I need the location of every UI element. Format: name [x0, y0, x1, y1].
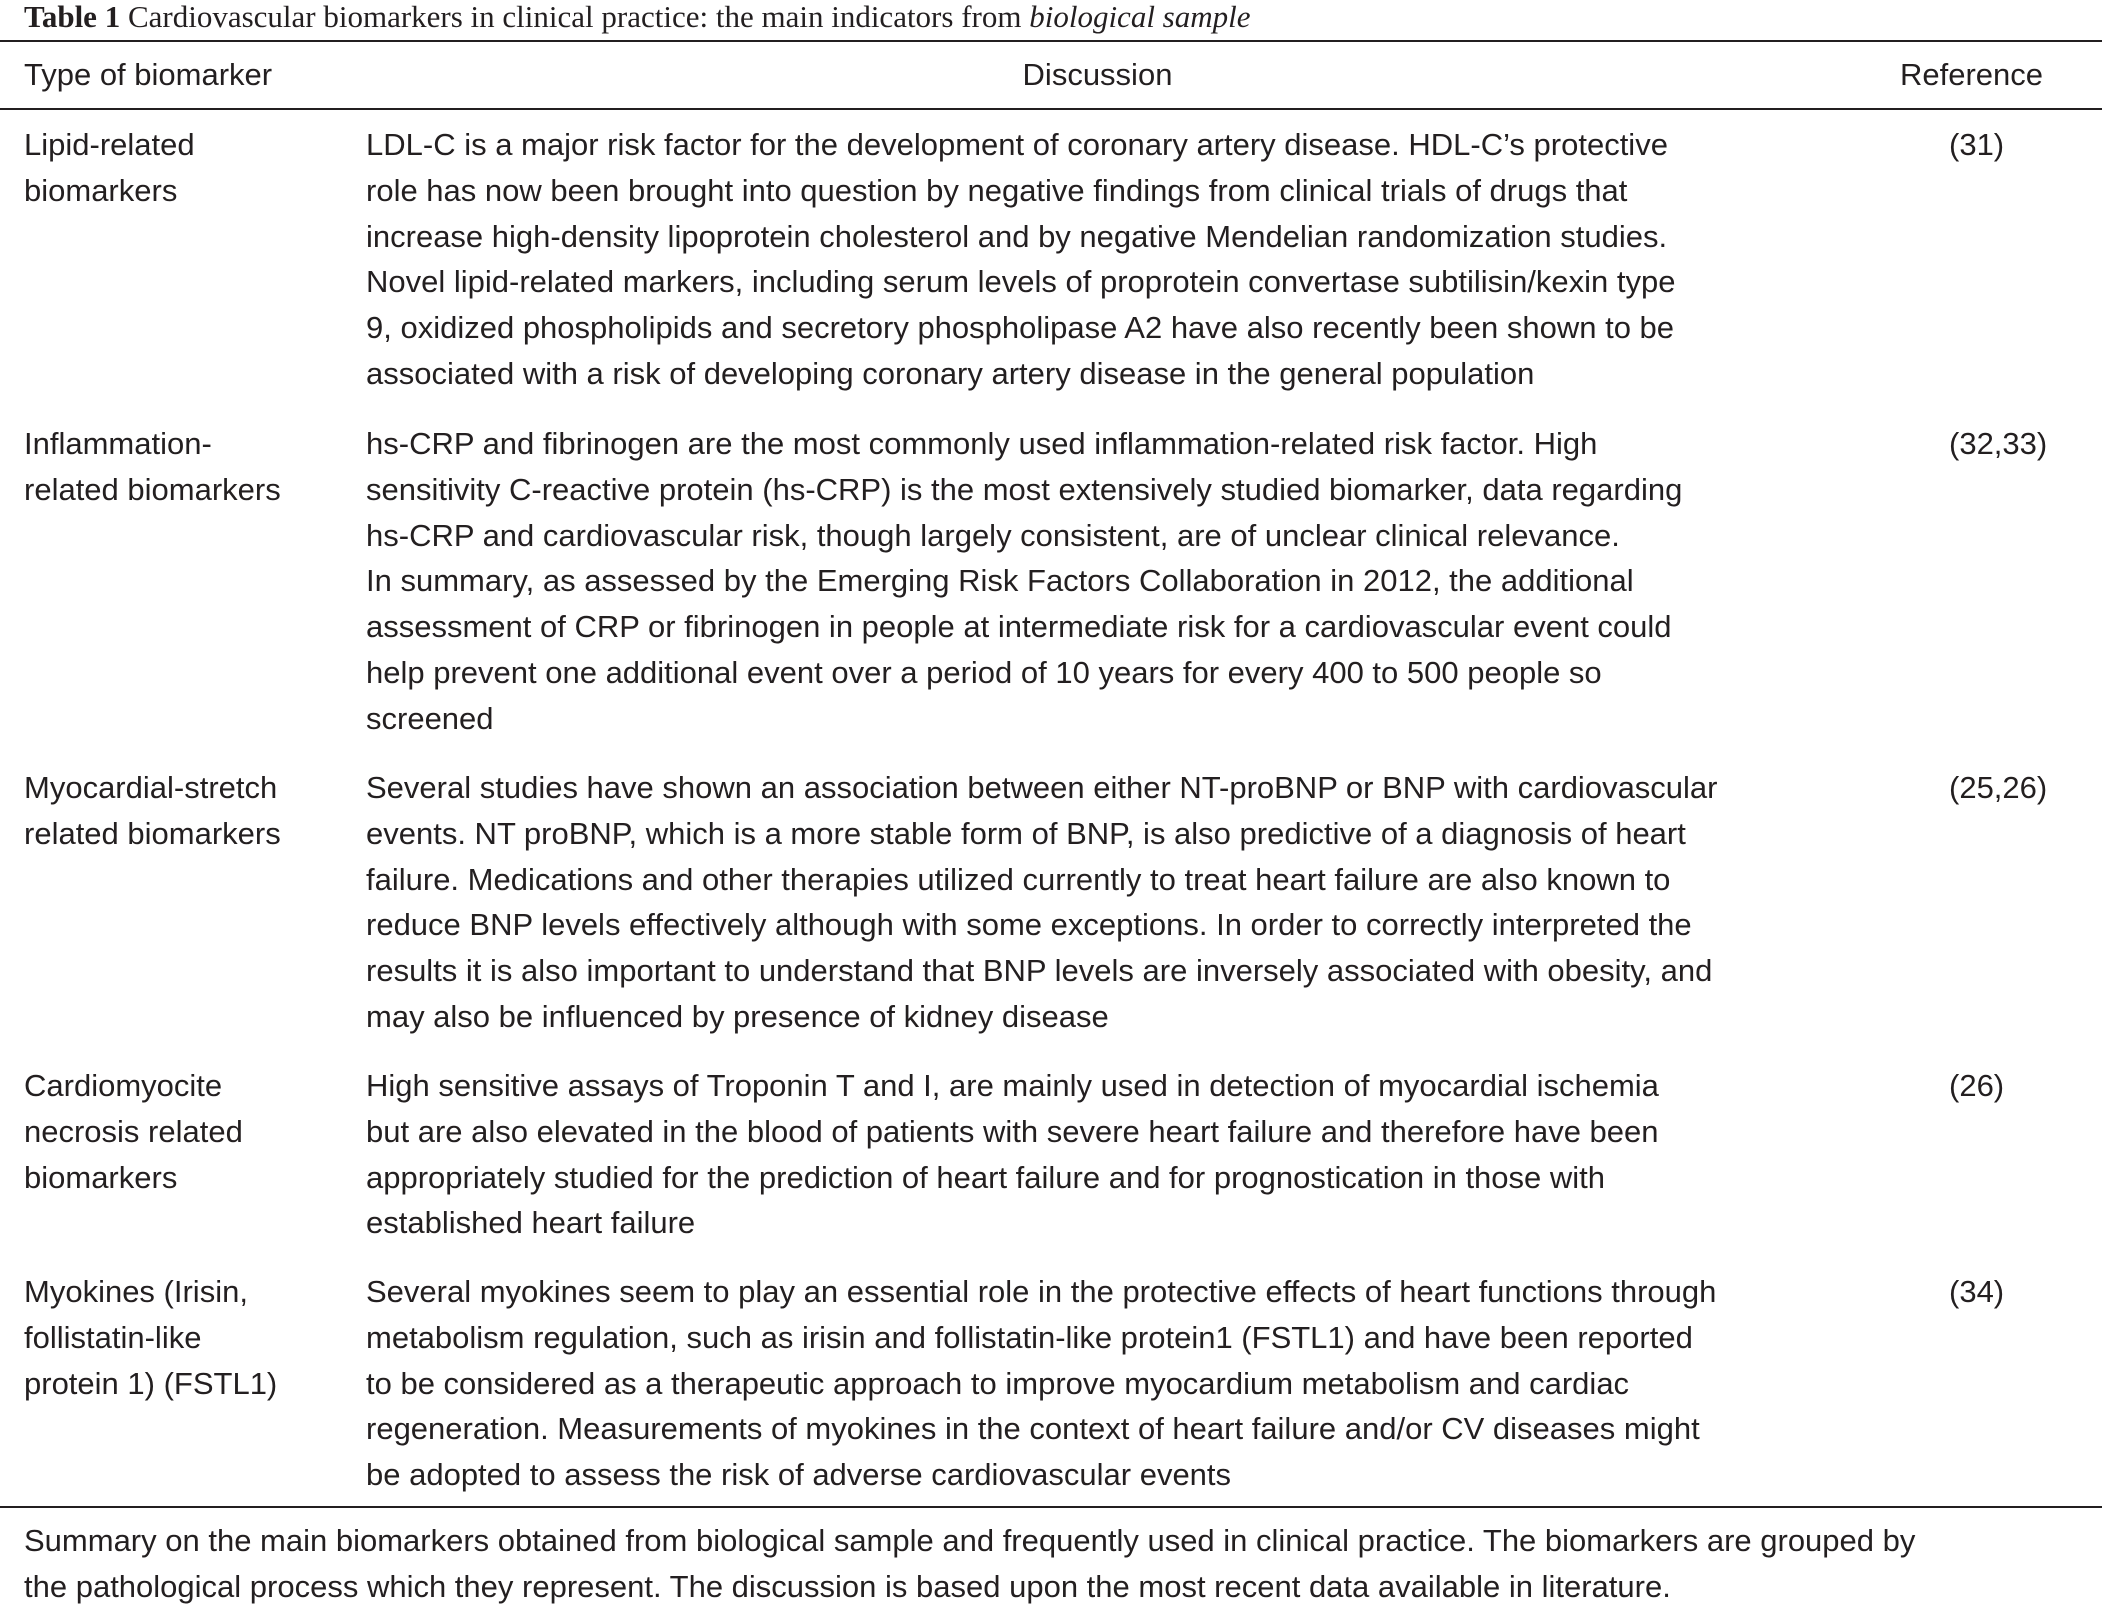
table-caption-label: Table 1: [24, 0, 121, 34]
row-inflammation-discussion: hs-CRP and fibrinogen are the most commonly used inflammation-related risk factor. High sensitivity C-reactive protein (hs-CRP) is the most extensively studied biomarker, data regarding hs-CRP and cardiovascular risk, though largely consistent, are of unclear clinical relevance. In summary, as assessed by the Emerging Risk Factors Collaboration in 2012, the additional assessment of CRP or fibrinogen in people at intermediate risk for a cardiovascular event could help prevent one additional event over a period of 10 years for every 400 to 500 people so screened: [366, 426, 1683, 736]
row-inflammation-type: Inflammation- related biomarkers: [24, 426, 281, 507]
row-lipid-discussion: LDL-C is a major risk factor for the development of coronary artery disease. HDL-C’s protective role has now been brought into question by negative findings from clinical trials of drugs that increase high-density lipoprotein cholesterol and by negative Mendelian randomization studies. Novel lipid-related markers, including serum levels of proprotein convertase subtilisin/kexin type 9, oxidized phospholipids and secretory phospholipase A2 have also recently been shown to be associated with a risk of developing coronary artery disease in the general population: [366, 127, 1676, 391]
row-myokines-reference: (34): [1949, 1274, 2005, 1309]
row-cardiomyocite-type: Cardiomyocite necrosis related biomarkers: [24, 1068, 243, 1195]
row-lipid-type: Lipid-related biomarkers: [24, 127, 195, 208]
table-caption-italic: biological sample: [1029, 0, 1251, 34]
row-myocardial-stretch-discussion: Several studies have shown an association between either NT-proBNP or BNP with cardiovascular events. NT proBNP, which is a more stable form of BNP, is also predictive of a diagnosis of heart failure. Medications and other therapies utilized currently to treat heart failure are also known to reduce BNP levels effectively although with some exceptions. In order to correctly interpreted the results it is also important to understand that BNP levels are inversely associated with obesity, and may also be influenced by presence of kidney disease: [366, 770, 1718, 1034]
table-header-rule: [0, 108, 2102, 110]
column-header-discussion: Discussion: [1022, 57, 1173, 92]
column-header-type: Type of biomarker: [24, 57, 273, 92]
table-caption-text: Cardiovascular biomarkers in clinical practice: the main indicators from: [127, 0, 1022, 34]
column-header-reference: Reference: [1900, 57, 2044, 92]
row-cardiomyocite-discussion: High sensitive assays of Troponin T and I, are mainly used in detection of myocardial ischemia but are also elevated in the blood of patients with severe heart failure and therefore have been appropriately studied for the prediction of heart failure and for prognostication in those with established heart failure: [366, 1068, 1659, 1241]
row-myokines-type: Myokines (Irisin, follistatin-like protein 1) (FSTL1): [24, 1274, 278, 1401]
row-myocardial-stretch-type: Myocardial-stretch related biomarkers: [24, 770, 281, 851]
row-lipid-reference: (31): [1949, 127, 2005, 162]
row-myocardial-stretch-reference: (25,26): [1949, 770, 2048, 805]
row-cardiomyocite-reference: (26): [1949, 1068, 2005, 1103]
table-bottom-rule: [0, 1506, 2102, 1508]
row-inflammation-reference: (32,33): [1949, 426, 2048, 461]
row-myokines-discussion: Several myokines seem to play an essential role in the protective effects of heart functions through metabolism regulation, such as irisin and follistatin-like protein1 (FSTL1) and have been reported to be considered as a therapeutic approach to improve myocardium metabolism and cardiac regeneration. Measurements of myokines in the context of heart failure and/or CV diseases might be adopted to assess the risk of adverse cardiovascular events: [366, 1274, 1717, 1493]
table-footnote: Summary on the main biomarkers obtained from biological sample and frequently used in clinical practice. The biomarkers are grouped by the pathological process which they represent. The discussion is based upon the most recent data available in literature.: [24, 1523, 1916, 1604]
table-top-rule: [0, 40, 2102, 42]
table-caption: [24, 0, 1251, 34]
